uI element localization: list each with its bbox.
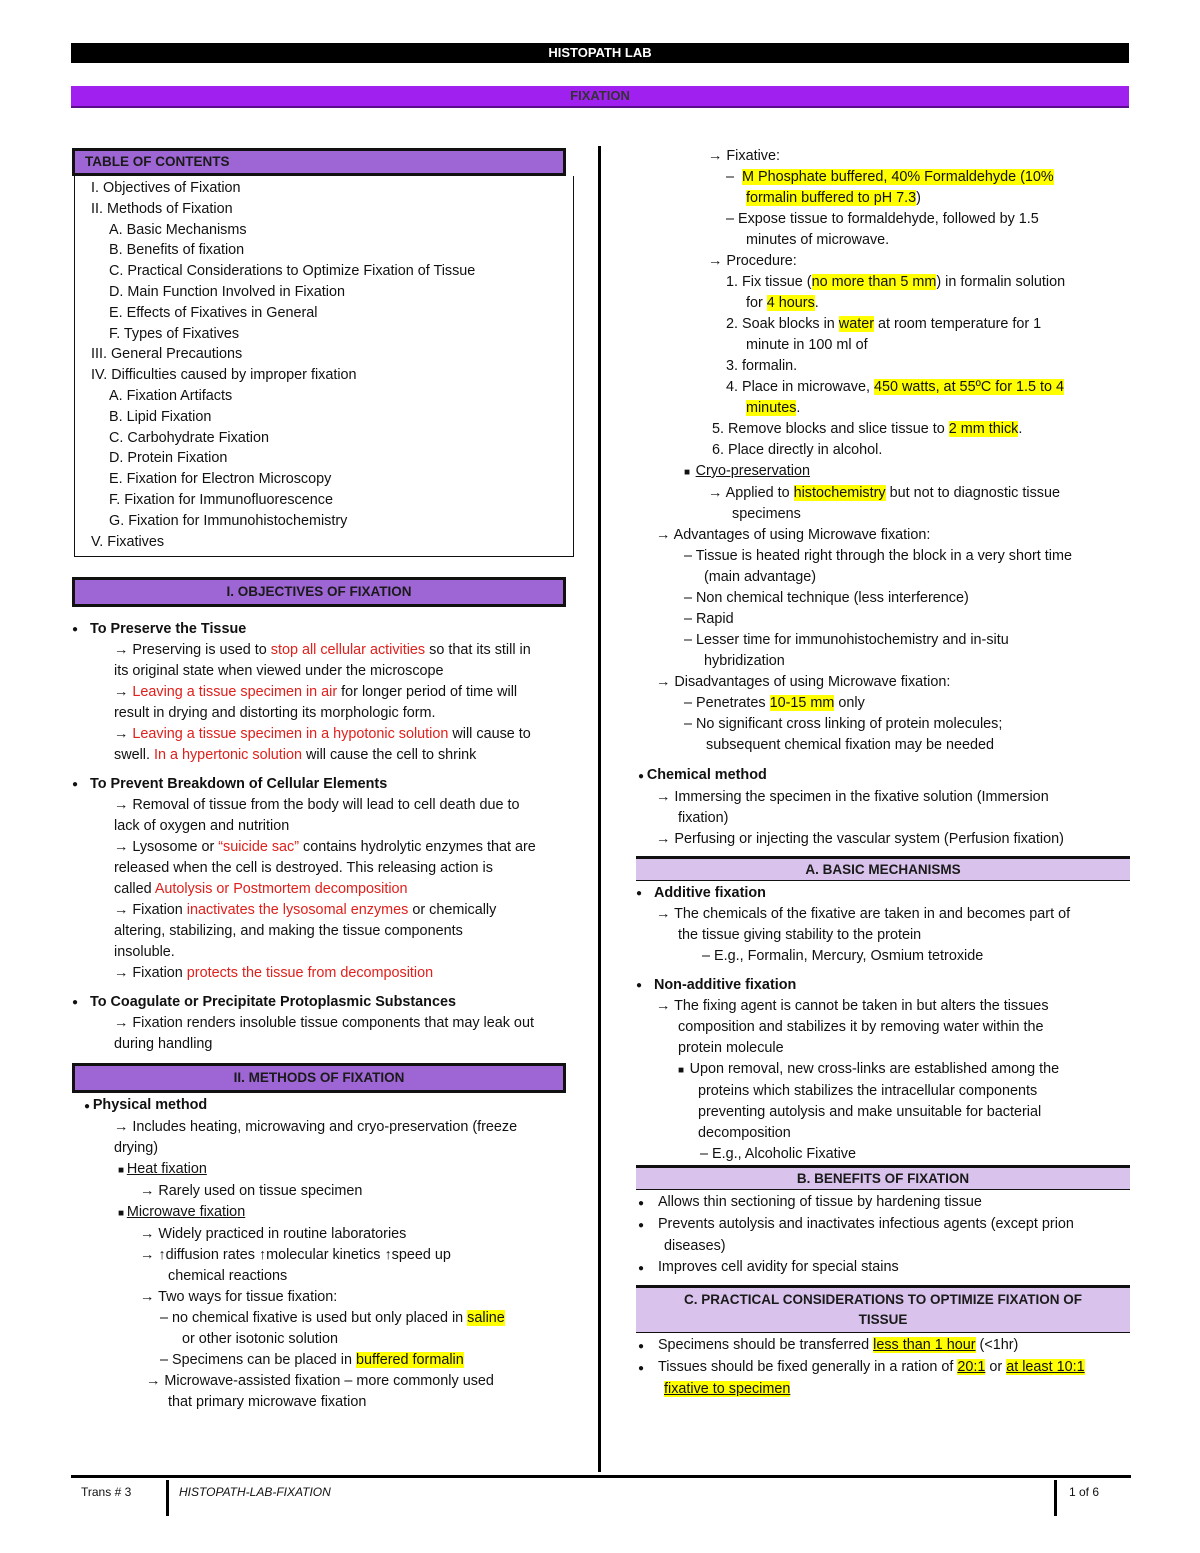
benefit-item: ● Improves cell avidity for special stains — [638, 1259, 899, 1275]
toc-item: B. Benefits of fixation — [109, 242, 245, 259]
text-line: → Preserving is used to stop all cellular activities so that its still in — [114, 642, 531, 659]
text-line: ■ Upon removal, new cross-links are established among the — [678, 1061, 1060, 1077]
text-line: preventing autolysis and make unsuitable for bacterial — [698, 1104, 1042, 1120]
text-line: → Removal of tissue from the body will lead to cell death due to — [114, 797, 520, 814]
text-line: called Autolysis or Postmortem decomposition — [114, 881, 408, 898]
text-line: → Leaving a tissue specimen in a hypotonic solution will cause to — [114, 726, 531, 743]
text-line: → Disadvantages of using Microwave fixation: — [656, 674, 951, 690]
text-line: insoluble. — [114, 944, 175, 961]
text-line: → Leaving a tissue specimen in air for longer period of time will — [114, 684, 518, 701]
toc-item: A. Fixation Artifacts — [109, 387, 233, 404]
practical-item: ● Specimens should be transferred less than 1 hour (<1hr) — [638, 1337, 1019, 1353]
text-line: hybridization — [704, 653, 785, 669]
toc-item: D. Main Function Involved in Fixation — [109, 283, 345, 300]
section-objectives-title: I. OBJECTIVES OF FIXATION — [72, 577, 566, 607]
non-additive-fixation: ● Non-additive fixation — [636, 975, 1130, 996]
text-line: composition and stabilizes it by removing water within the — [678, 1019, 1044, 1035]
text-line: during handling — [114, 1036, 213, 1053]
footer-divider — [166, 1480, 169, 1516]
toc-item: B. Lipid Fixation — [109, 408, 212, 425]
text-line: → Perfusing or injecting the vascular system (Perfusion fixation) — [656, 831, 1064, 847]
text-line: diseases) — [664, 1238, 726, 1254]
text-line: – M Phosphate buffered, 40% Formaldehyde (10% — [726, 169, 1054, 185]
toc-item: D. Protein Fixation — [109, 450, 228, 467]
footer — [71, 1475, 1131, 1518]
text-line: the tissue giving stability to the protein — [678, 927, 922, 943]
benefit-item: ● Prevents autolysis and inactivates infectious agents (except prion — [638, 1216, 1074, 1232]
text-line: 5. Remove blocks and slice tissue to 2 mm thick. — [712, 421, 1023, 437]
toc-item: III. General Precautions — [91, 346, 243, 363]
chemical-method: ● Chemical method — [638, 767, 767, 783]
text-line: chemical reactions — [168, 1268, 288, 1285]
toc-item: G. Fixation for Immunohistochemistry — [109, 512, 348, 529]
toc-item: V. Fixatives — [91, 533, 165, 550]
toc-item: F. Fixation for Immunofluorescence — [109, 491, 333, 508]
text-line: → Includes heating, microwaving and cryo-preservation (freeze — [114, 1119, 518, 1136]
text-line: result in drying and distorting its morphologic form. — [114, 705, 436, 722]
text-line: proteins which stabilizes the intracellular components — [698, 1083, 1038, 1099]
toc-item: F. Types of Fixatives — [109, 325, 240, 342]
text-line: – Expose tissue to formaldehyde, followed by 1.5 — [726, 211, 1039, 227]
heat-fixation: ■ Heat fixation — [118, 1161, 207, 1178]
toc-title: TABLE OF CONTENTS — [72, 148, 566, 176]
text-line: 3. formalin. — [726, 358, 798, 374]
text-line: protein molecule — [678, 1040, 784, 1056]
text-line: altering, stabilizing, and making the tissue components — [114, 923, 463, 940]
text-line: its original state when viewed under the microscope — [114, 663, 444, 680]
text-line: – No significant cross linking of protein molecules; — [684, 716, 1003, 732]
toc-item: C. Carbohydrate Fixation — [109, 429, 269, 446]
section-benefits-title: B. BENEFITS OF FIXATION — [636, 1165, 1130, 1190]
text-line: minutes of microwave. — [746, 232, 890, 248]
toc-item: A. Basic Mechanisms — [109, 221, 247, 238]
text-line: → Procedure: — [708, 253, 797, 269]
text-line: → Lysosome or “suicide sac” contains hydrolytic enzymes that are — [114, 839, 536, 856]
text-line: that primary microwave fixation — [168, 1394, 367, 1411]
bullet-prevent-breakdown: ● To Prevent Breakdown of Cellular Elements — [72, 774, 566, 795]
toc-item: E. Fixation for Electron Microscopy — [109, 471, 332, 488]
toc-item: I. Objectives of Fixation — [91, 180, 241, 196]
footer-doc-name: HISTOPATH-LAB-FIXATION — [179, 1485, 331, 1499]
physical-method: ● Physical method — [84, 1097, 208, 1114]
text-line: – E.g., Formalin, Mercury, Osmium tetroxide — [702, 948, 984, 964]
cryo-preservation: ■ Cryo-preservation — [684, 463, 810, 479]
text-line: → Fixation protects the tissue from decomposition — [114, 965, 434, 982]
text-line: – Specimens can be placed in buffered formalin — [160, 1352, 464, 1369]
benefit-item: ● Allows thin sectioning of tissue by hardening tissue — [638, 1194, 982, 1210]
right-column — [636, 146, 1130, 1400]
microwave-fixation: ■ Microwave fixation — [118, 1204, 246, 1221]
text-line: 4. Place in microwave, 450 watts, at 55ºC for 1.5 to 4 — [726, 379, 1065, 395]
toc-item: II. Methods of Fixation — [91, 200, 233, 217]
text-line: swell. In a hypertonic solution will cause the cell to shrink — [114, 747, 477, 764]
toc-list — [74, 176, 574, 557]
text-line: fixative to specimen — [664, 1381, 791, 1397]
toc-item: IV. Difficulties caused by improper fixation — [91, 367, 357, 384]
text-line: → Widely practiced in routine laboratories — [140, 1226, 407, 1243]
practical-item: ● Tissues should be fixed generally in a ration of 20:1 or at least 10:1 — [638, 1359, 1085, 1375]
text-line: specimens — [732, 506, 801, 522]
text-line: (main advantage) — [704, 569, 816, 585]
text-line: 1. Fix tissue (no more than 5 mm) in formalin solution — [726, 274, 1066, 290]
text-line: 2. Soak blocks in water at room temperature for 1 — [726, 316, 1042, 332]
footer-divider — [1054, 1480, 1057, 1516]
text-line: released when the cell is destroyed. This releasing action is — [114, 860, 493, 877]
text-line: → Microwave-assisted fixation – more commonly used — [146, 1373, 494, 1390]
text-line: → Fixative: — [708, 148, 780, 164]
text-line: – Rapid — [684, 611, 734, 627]
section-methods-title: II. METHODS OF FIXATION — [72, 1063, 566, 1093]
column-divider — [598, 146, 601, 1472]
text-line: → Advantages of using Microwave fixation: — [656, 527, 931, 543]
text-line: → ↑diffusion rates ↑molecular kinetics ↑speed up — [140, 1247, 451, 1264]
toc-item: C. Practical Considerations to Optimize Fixation of Tissue — [109, 263, 476, 280]
text-line: – Lesser time for immunohistochemistry and in-situ — [684, 632, 1009, 648]
text-line: decomposition — [698, 1125, 791, 1141]
header-title: HISTOPATH LAB — [71, 43, 1129, 63]
text-line: → Applied to histochemistry but not to diagnostic tissue — [708, 485, 1060, 501]
text-line: – E.g., Alcoholic Fixative — [700, 1146, 856, 1162]
text-line: – Non chemical technique (less interference) — [684, 590, 969, 606]
section-practical-title: C. PRACTICAL CONSIDERATIONS TO OPTIMIZE FIXATION OF TISSUE — [636, 1285, 1130, 1333]
text-line: → Two ways for tissue fixation: — [140, 1289, 338, 1306]
text-line: or other isotonic solution — [182, 1331, 338, 1348]
text-line: – Tissue is heated right through the block in a very short time — [684, 548, 1072, 564]
footer-page-number: 1 of 6 — [1069, 1485, 1100, 1499]
section-basic-mechanisms-title: A. BASIC MECHANISMS — [636, 856, 1130, 881]
footer-trans: Trans # 3 — [81, 1485, 132, 1499]
bullet-preserve: ● To Preserve the Tissue — [72, 619, 566, 640]
text-line: → Fixation inactivates the lysosomal enzymes or chemically — [114, 902, 497, 919]
text-line: – no chemical fixative is used but only placed in saline — [160, 1310, 505, 1327]
text-line: formalin buffered to pH 7.3) — [746, 190, 921, 206]
toc-item: E. Effects of Fixatives in General — [109, 304, 318, 321]
text-line: → Immersing the specimen in the fixative solution (Immersion — [656, 789, 1049, 805]
text-line: – Penetrates 10-15 mm only — [684, 695, 865, 711]
text-line: → Fixation renders insoluble tissue components that may leak out — [114, 1015, 534, 1032]
text-line: 6. Place directly in alcohol. — [712, 442, 883, 458]
text-line: minutes. — [746, 400, 801, 416]
additive-fixation: ● Additive fixation — [636, 883, 1130, 904]
text-line: → The fixing agent is cannot be taken in but alters the tissues — [656, 998, 1049, 1014]
bullet-coagulate: ● To Coagulate or Precipitate Protoplasmic Substances — [72, 992, 566, 1013]
text-line: for 4 hours. — [746, 295, 819, 311]
text-line: subsequent chemical fixation may be needed — [706, 737, 994, 753]
left-column — [72, 148, 566, 1413]
header-subtitle: FIXATION — [71, 86, 1129, 108]
text-line: minute in 100 ml of — [746, 337, 868, 353]
text-line: lack of oxygen and nutrition — [114, 818, 290, 835]
text-line: → Rarely used on tissue specimen — [140, 1183, 363, 1200]
text-line: fixation) — [678, 810, 729, 826]
text-line: → The chemicals of the fixative are taken in and becomes part of — [656, 906, 1071, 922]
text-line: drying) — [114, 1140, 158, 1157]
